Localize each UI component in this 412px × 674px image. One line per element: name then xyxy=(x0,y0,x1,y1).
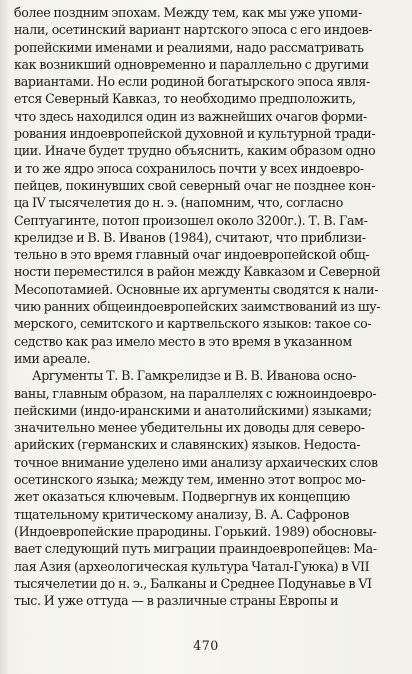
text-line: Месопотамией. Основные их аргументы сводятся к нали- xyxy=(14,281,379,297)
text-line: тщательному критическому анализу, В. А. Сафронов xyxy=(14,506,350,522)
text-line: (Индоевропейские прародины. Горький. 1989) обосновы- xyxy=(14,523,377,539)
text-line: значительно менее убедительны их доводы для северо- xyxy=(14,420,365,436)
text-line: тыс. И уже оттуда — в различные страны Европы и xyxy=(14,593,339,609)
text-line: нали, осетинский вариант нартского эпоса с его индоев- xyxy=(14,22,373,38)
text-line: жет оказаться ключевым. Подвергнув их концепцию xyxy=(14,489,350,505)
text-line: рования индоевропейской духовной и культурной тради- xyxy=(14,126,376,142)
text-line: арийских (германских и славянских) языков. Недоста- xyxy=(14,437,361,453)
text-line: ими ареале. xyxy=(14,350,91,366)
binding-shadow xyxy=(0,0,10,674)
text-line: и то же ядро эпоса сохранилось почти у всех индоевро- xyxy=(14,160,364,176)
text-line: более поздним эпохам. Между тем, как мы уже упоми- xyxy=(14,5,362,20)
page-number: 470 xyxy=(193,638,219,653)
text-line: ности переместился в район между Кавказом и Северной xyxy=(14,264,381,280)
text-line: крелидзе и В. В. Иванов (1984), считают, что приблизи- xyxy=(14,229,366,245)
paragraph-first-line: Аргументы Т. В. Гамкрелидзе и В. В. Иванова осно- xyxy=(32,368,357,384)
text-line: что здесь находился один из важнейших очагов форми- xyxy=(14,108,367,124)
text-line: точное внимание уделено ими анализу архаических слов xyxy=(14,454,378,470)
text-line: тельно в это время главный очаг индоевропейской общ- xyxy=(14,247,370,263)
text-line: Септуагинте, потоп произошел около 3200г.). Т. В. Гам- xyxy=(14,212,368,228)
text-line: мерского, семитского и картвельского языков: такое со- xyxy=(14,316,372,332)
text-line: седство как раз имело место в это время в указанном xyxy=(14,333,352,349)
text-line: ется Северный Кавказ, то необходимо предположить, xyxy=(14,91,356,107)
text-line: осетинского языка; между тем, именно этот вопрос мо- xyxy=(14,472,366,488)
text-line: вает следующий путь миграции праиндоевропейцев: Ма- xyxy=(14,541,377,557)
text-line: ции. Иначе будет трудно объяснить, каким образом одно xyxy=(14,143,376,159)
text-line: как возникший одновременно и параллельно с другими xyxy=(14,56,369,72)
text-line: ропейскими именами и реалиями, надо рассматривать xyxy=(14,39,364,55)
text-line: лая Азия (археологическая культура Чатал-Гуюка) в VII xyxy=(14,558,370,574)
body-text xyxy=(14,4,404,609)
text-line: чию ранних общеиндоевропейских заимствований из шу- xyxy=(14,299,381,315)
text-line: ваны, главным образом, на параллелях с южноиндоевро- xyxy=(14,385,377,401)
text-line: пейцев, покинувших свой северный очаг не позднее кон- xyxy=(14,177,376,193)
text-line: ца IV тысячелетия до н. э. (напомним, что, согласно xyxy=(14,195,343,211)
text-line: пейскими (индо-иранскими и анатолийскими) языками; xyxy=(14,402,372,418)
text-line: вариантами. Но если родиной богатырского эпоса явля- xyxy=(14,74,370,90)
text-line: тысячелетии до н. э., Балканы и Среднее Подунавье в VI xyxy=(14,575,372,591)
